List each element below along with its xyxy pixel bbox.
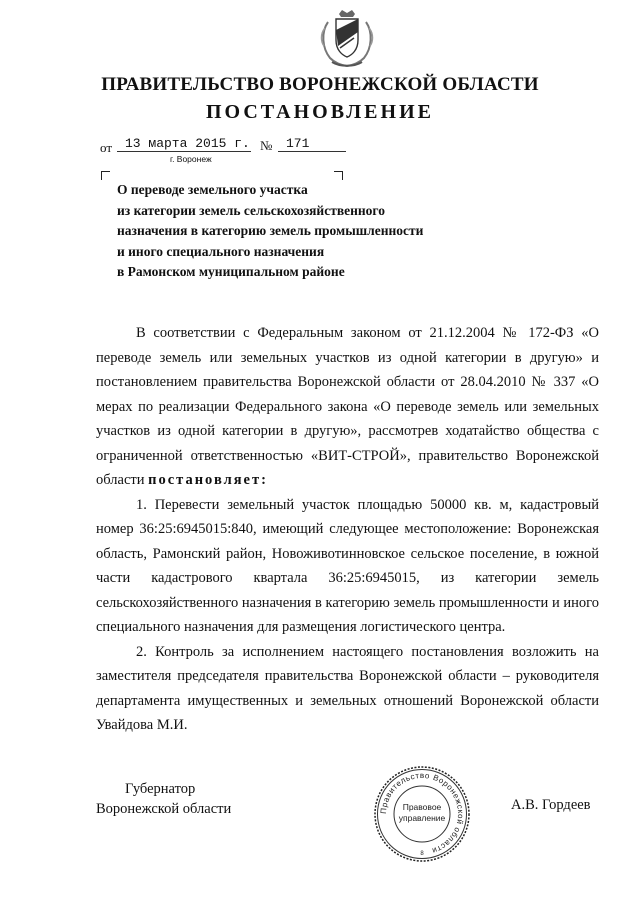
document-body — [96, 321, 599, 738]
preamble-text: В соответствии с Федеральным законом от 21.12.2004 № 172-ФЗ «О переводе земель или земельных участков из одной категории в другую» и постановлением правительства Воронежской области от 28.04.2010 № 337 «О мерах по реализации Федерального закона «О переводе земель или земельных участков из одной категории в другую», рассмотрев ходатайство общества с ограниченной ответственностью «ВИТ-СТРОЙ», правительство Воронежской области — [96, 325, 599, 488]
corner-mark-right-icon — [334, 171, 343, 180]
city-label: г. Воронеж — [170, 154, 212, 164]
number-label: № — [260, 138, 273, 153]
stamp-center-line: Правовое — [402, 802, 442, 812]
number-underline — [278, 134, 346, 152]
document-type-title: ПОСТАНОВЛЕНИЕ — [206, 101, 434, 123]
date-from-label: от — [100, 140, 113, 155]
decree-word: постановляет: — [148, 472, 268, 488]
subject-line: из категории земель сельскохозяйственного — [117, 202, 385, 218]
item-1-paragraph: 1. Перевести земельный участок площадью 50000 кв. м, кадастровый номер 36:25:6945015:840, имеющий следующее местоположение: Воронежская область, Рамонский район, Новоживотинновское сельское поселение, в южной части кадастрового квартала 36:25:6945015, из категории земель сельскохозяйственного назначения в категорию земель промышленности и иного специального назначения для размещения логистического центра. — [96, 496, 599, 635]
government-title: ПРАВИТЕЛЬСТВО ВОРОНЕЖСКОЙ ОБЛАСТИ — [101, 74, 539, 95]
subject-line: и иного специального назначения — [117, 243, 325, 259]
stamp-ring-text: Правительство Воронежской области — [378, 770, 466, 856]
document-number: 171 — [286, 136, 310, 151]
official-stamp-icon — [373, 765, 471, 863]
preamble-paragraph — [96, 321, 599, 493]
subject-line: назначения в категорию земель промышленности — [117, 223, 424, 238]
position-line: Воронежской области — [96, 801, 232, 817]
stamp-number: 8 — [420, 851, 424, 857]
signatory-position — [96, 779, 231, 819]
subject-line: О переводе земельного участка — [117, 182, 308, 197]
document-subject — [117, 180, 517, 283]
corner-mark-left-icon — [101, 171, 110, 180]
subject-line: в Рамонском муниципальном районе — [117, 264, 345, 279]
signatory-name: А.В. Гордеев — [511, 797, 591, 813]
coat-of-arms-icon — [318, 8, 376, 70]
item-2-paragraph: 2. Контроль за исполнением настоящего постановления возложить на заместителя председателя правительства Воронежской области – руководителя департамента имущественных и земельных отношений Воронежской области Увайдова М.И. — [96, 643, 599, 733]
document-date: 13 марта 2015 г. — [125, 136, 250, 151]
stamp-center-line: управление — [398, 813, 446, 823]
position-line: Губернатор — [125, 781, 196, 797]
date-underline — [117, 134, 251, 152]
